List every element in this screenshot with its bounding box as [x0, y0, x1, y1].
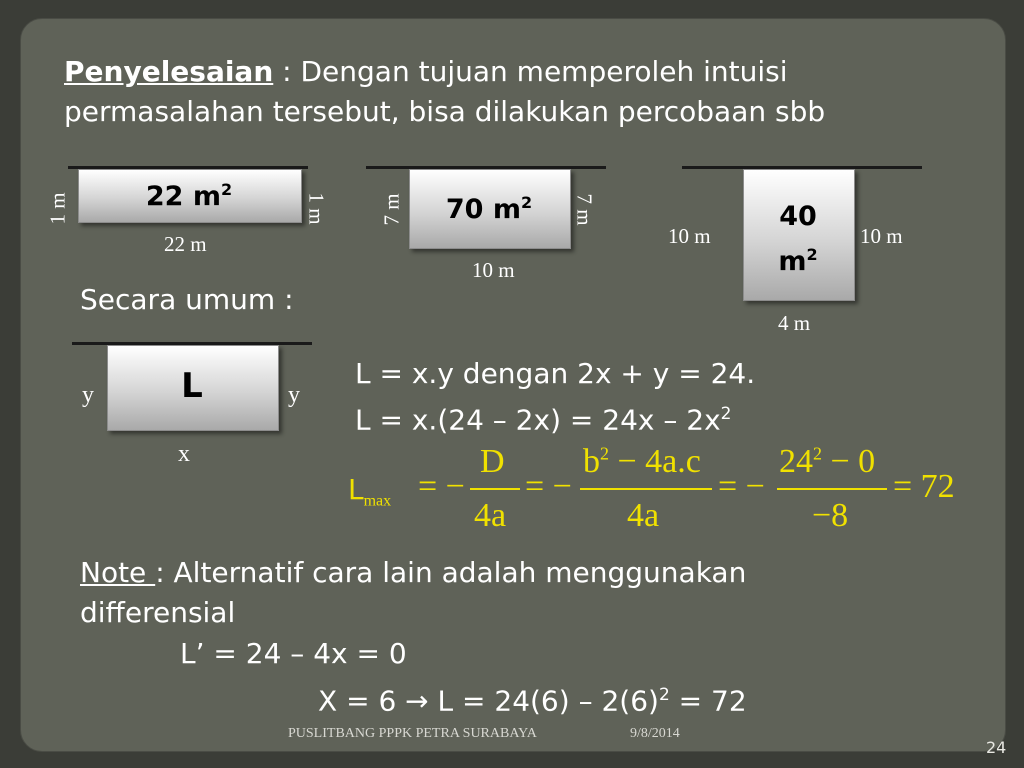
intro-line-2: permasalahan tersebut, bisa dilakukan percobaan sbb [64, 95, 826, 128]
footer-date: 9/8/2014 [630, 726, 680, 741]
diagram-1-bottom-label: 22 m [164, 232, 207, 256]
frac2-numerator: $b^2 - 4a.c$ [583, 443, 701, 480]
note-line-4: $X = 6 \to L = 24(6) - 2(6)^2 = 72$ [318, 684, 747, 718]
footer-org: PUSLITBANG PPPK PETRA SURABAYA [288, 726, 537, 741]
diagram-2-left-label: 7 m [379, 193, 404, 226]
diagram-1-left-label: 1 m [45, 192, 70, 225]
lmax-equals-1: = − [418, 468, 465, 505]
note-line-2: differensial [80, 596, 236, 629]
frac1-denominator: 4a [474, 497, 507, 534]
frac3-line [777, 488, 887, 490]
diagram-2-area: 70 $m^2$ [445, 193, 533, 225]
diagram-1-right-label: 1 m [304, 192, 329, 225]
diagram-2-right-label: 7 m [572, 193, 597, 226]
lmax-equals-2: = − [525, 468, 572, 505]
diagram-2-bottom-label: 10 m [472, 258, 515, 282]
frac1-line [470, 488, 520, 490]
diagram-3-bottom-label: 4 m [778, 311, 811, 335]
intro-line-1 [64, 54, 788, 90]
general-right-label: y [288, 382, 300, 408]
diagram-3-left-label: 10 m [668, 224, 711, 248]
frac1-numerator: D [480, 443, 505, 480]
general-box-label: L [181, 366, 203, 406]
frac3-numerator: $24^2 - 0$ [779, 443, 876, 480]
frac3-denominator: −8 [812, 497, 849, 534]
diagram-1-area: 22 $m^2$ [145, 180, 233, 212]
lmax-equals-3: = − [718, 468, 765, 505]
frac2-denominator: 4a [627, 497, 660, 534]
equation-1: L = x.y dengan 2x + y = 24. [355, 357, 756, 390]
frac2-line [580, 488, 712, 490]
lmax-result: = 72 [893, 468, 955, 505]
general-heading: Secara umum : [80, 283, 294, 316]
diagram-3-area: 40 $m^2$ [778, 201, 818, 277]
diagram-3-right-label: 10 m [860, 224, 903, 248]
page-number: 24 [986, 738, 1007, 757]
note-line-3: L’ = 24 – 4x = 0 [180, 637, 407, 670]
general-left-label: y [82, 382, 94, 408]
note-line-1: Note : Alternatif cara lain adalah menggunakan [80, 556, 747, 589]
note-label: Note [80, 556, 156, 589]
lmax-symbol: $L_{max}$ [348, 473, 392, 510]
general-bottom-label: x [178, 441, 190, 467]
intro-bold-label: Penyelesaian [64, 55, 274, 88]
equation-2: $L = x.(24 - 2x) = 24x - 2x^2$ [355, 403, 732, 437]
intro-line-1-text: : Dengan tujuan memperoleh intuisi [273, 55, 788, 88]
